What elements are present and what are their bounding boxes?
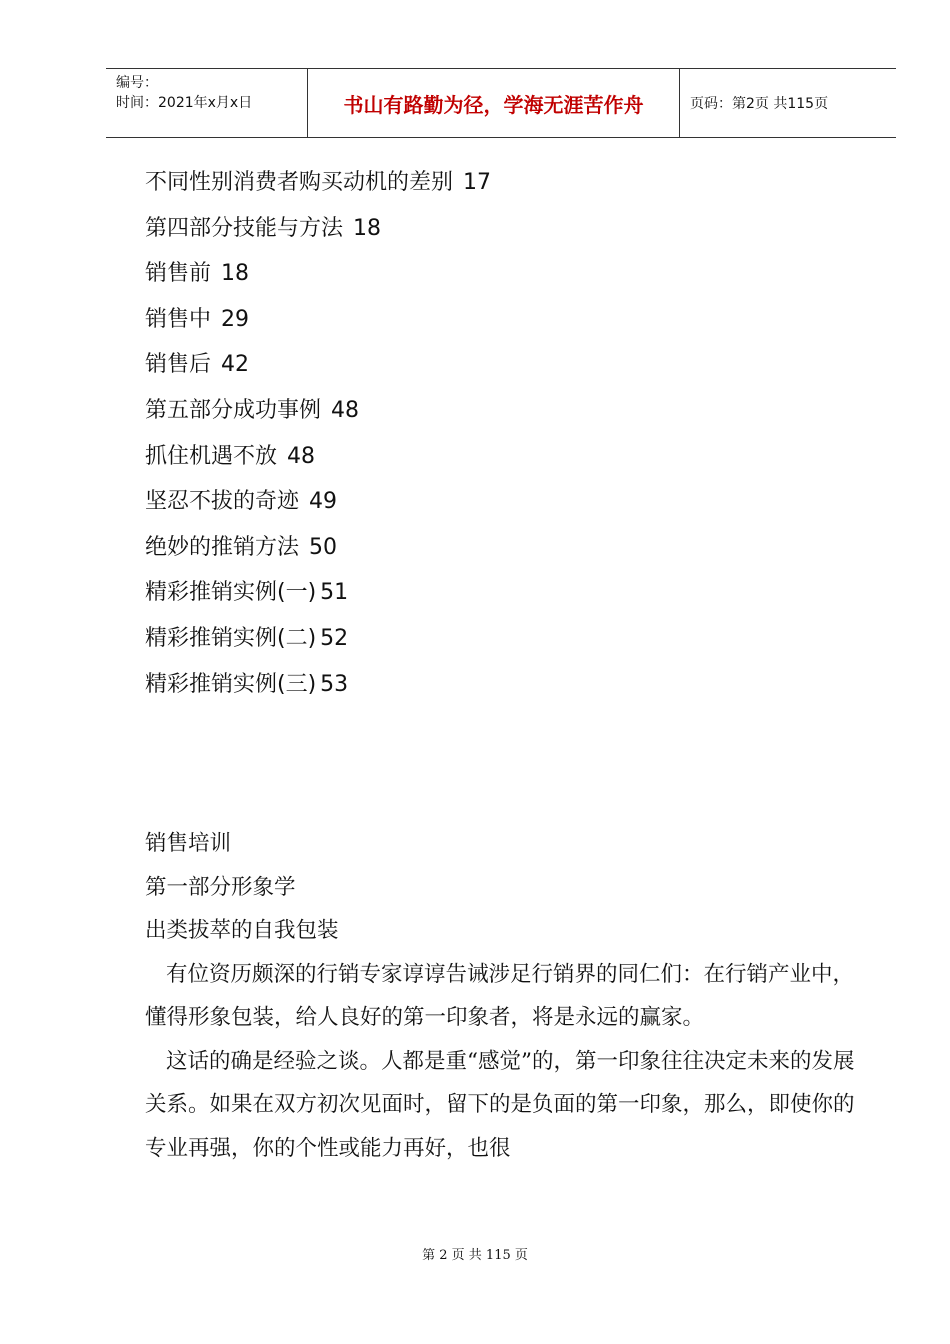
toc-entry bbox=[145, 160, 865, 206]
toc-title: 精彩推销实例(三) bbox=[145, 671, 317, 697]
toc-page: 48 bbox=[331, 397, 360, 423]
toc-title: 绝妙的推销方法 bbox=[145, 534, 300, 560]
toc-page: 29 bbox=[221, 306, 250, 332]
toc-title: 坚忍不拔的奇迹 bbox=[145, 489, 300, 515]
toc-page: 50 bbox=[309, 534, 338, 560]
toc-title: 销售后 bbox=[145, 352, 212, 378]
toc-page: 52 bbox=[320, 625, 349, 651]
toc-entry bbox=[145, 570, 865, 616]
page-info: 页码：第2页 共115页 bbox=[690, 96, 829, 112]
part-heading: 第一部分形象学 bbox=[145, 874, 296, 900]
time-label: 时间：2021年x月x日 bbox=[116, 95, 253, 111]
toc-entry bbox=[145, 206, 865, 252]
header-page-cell bbox=[680, 69, 896, 137]
toc-title: 不同性别消费者购买动机的差别 bbox=[145, 170, 454, 195]
toc-entry bbox=[145, 388, 865, 434]
toc-title: 销售前 bbox=[145, 261, 212, 287]
toc-page: 18 bbox=[353, 215, 382, 241]
toc-entry bbox=[145, 662, 865, 708]
chapter-heading: 出类拔萃的自我包装 bbox=[145, 918, 339, 943]
toc-title: 精彩推销实例(二) bbox=[145, 625, 317, 651]
toc-entry bbox=[145, 525, 865, 571]
page-header bbox=[106, 68, 896, 138]
table-of-contents bbox=[145, 160, 865, 707]
document-body bbox=[145, 822, 861, 1170]
motto-text: 书山有路勤为径，学海无涯苦作舟 bbox=[343, 92, 644, 117]
toc-entry bbox=[145, 479, 865, 525]
toc-page: 17 bbox=[463, 170, 492, 195]
toc-page: 42 bbox=[221, 352, 250, 378]
toc-entry bbox=[145, 434, 865, 480]
section-heading: 销售培训 bbox=[145, 831, 232, 856]
header-motto-cell bbox=[308, 69, 680, 137]
body-paragraph: 这话的确是经验之谈。人都是重“感觉”的，第一印象往往决定未来的发展关系。如果在双方初次见面时，留下的是负面的第一印象，那么，即使你的专业再强，你的个性或能力再好，也很 bbox=[145, 1048, 855, 1161]
toc-page: 51 bbox=[320, 580, 349, 606]
toc-entry bbox=[145, 297, 865, 343]
footer-page-number: 第 2 页 共 115 页 bbox=[422, 1248, 528, 1263]
header-left-cell bbox=[106, 69, 308, 137]
toc-title: 精彩推销实例(一) bbox=[145, 580, 317, 606]
toc-page: 53 bbox=[320, 671, 349, 697]
toc-title: 第四部分技能与方法 bbox=[145, 215, 344, 241]
toc-entry bbox=[145, 342, 865, 388]
body-paragraph: 有位资历颇深的行销专家谆谆告诫涉足行销界的同仁们：在行销产业中，懂得形象包装，给人良好的第一印象者，将是永远的赢家。 bbox=[145, 961, 855, 1030]
toc-page: 49 bbox=[309, 489, 338, 515]
toc-title: 销售中 bbox=[145, 306, 212, 332]
toc-page: 18 bbox=[221, 261, 250, 287]
toc-title: 第五部分成功事例 bbox=[145, 397, 322, 423]
toc-page: 48 bbox=[287, 443, 316, 469]
toc-entry bbox=[145, 616, 865, 662]
toc-entry bbox=[145, 251, 865, 297]
number-label: 编号： bbox=[116, 75, 158, 91]
toc-title: 抓住机遇不放 bbox=[145, 443, 278, 469]
page-footer bbox=[0, 1244, 950, 1263]
